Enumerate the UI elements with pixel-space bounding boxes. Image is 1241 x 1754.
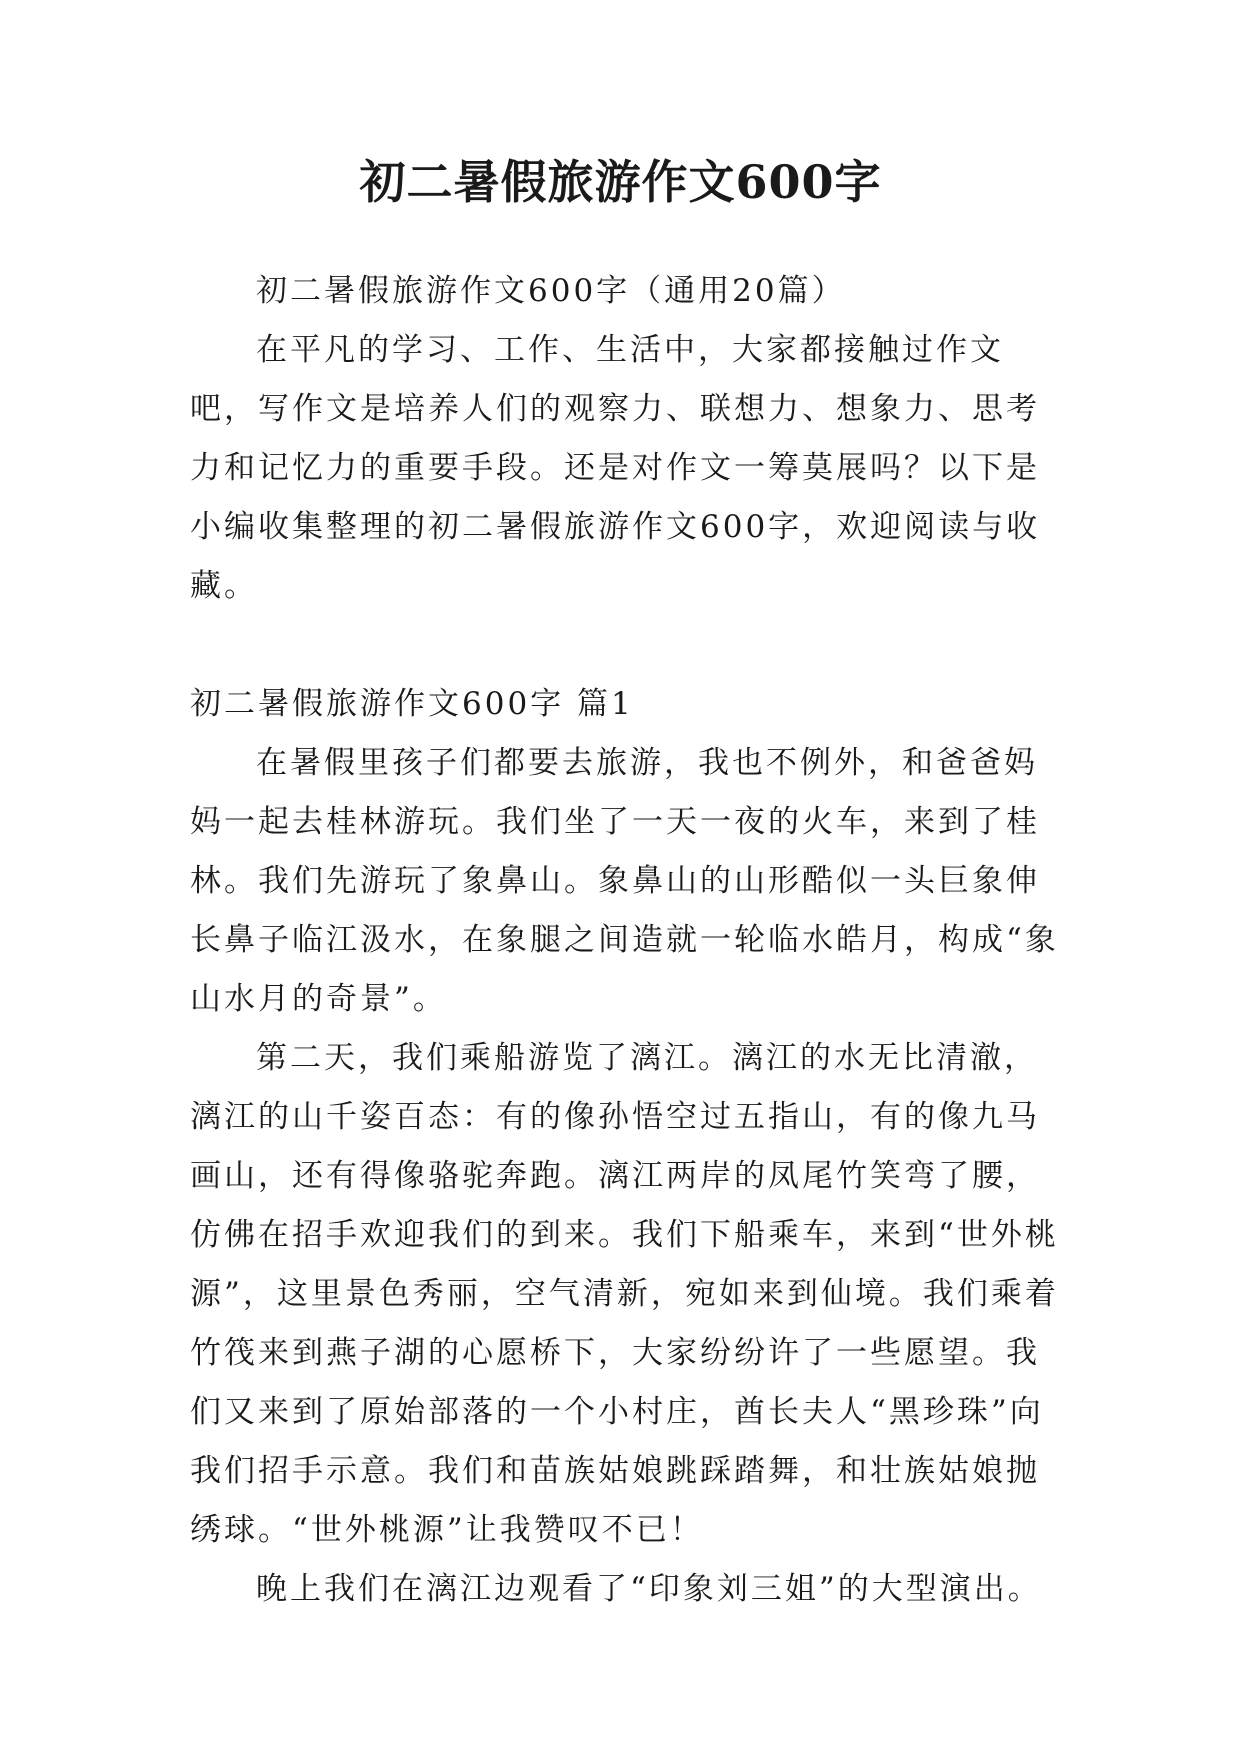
document-subtitle: 初二暑假旅游作文600字（通用20篇）: [256, 273, 846, 309]
section-paragraph-1: 在暑假里孩子们都要去旅游，我也不例外，和爸爸妈妈一起去桂林游玩。我们坐了一天一夜的火车，来到了桂林。我们先游玩了象鼻山。象鼻山的山形酷似一头巨象伸长鼻子临江汲水，在象腿之间造就一轮临水皓月，构成“象山水月的奇景”。: [190, 745, 1059, 1017]
intro-paragraph: 在平凡的学习、工作、生活中，大家都接触过作文吧，写作文是培养人们的观察力、联想力、想象力、思考力和记忆力的重要手段。还是对作文一筹莫展吗？以下是小编收集整理的初二暑假旅游作文600字，欢迎阅读与收藏。: [190, 332, 1041, 604]
document-title: 初二暑假旅游作文600字: [359, 155, 882, 209]
section-paragraph-2: 第二天，我们乘船游览了漓江。漓江的水无比清澈，漓江的山千姿百态：有的像孙悟空过五指山，有的像九马画山，还有得像骆驼奔跑。漓江两岸的凤尾竹笑弯了腰，仿佛在招手欢迎我们的到来。我们下船乘车，来到“世外桃源”，这里景色秀丽，空气清新，宛如来到仙境。我们乘着竹筏来到燕子湖的心愿桥下，大家纷纷许了一些愿望。我们又来到了原始部落的一个小村庄，酋长夫人“黑珍珠”向我们招手示意。我们和苗族姑娘跳踩踏舞，和壮族姑娘抛绣球。“世外桃源”让我赞叹不已！: [190, 1040, 1059, 1548]
section-paragraph-3: 晚上我们在漓江边观看了“印象刘三姐”的大型演出。: [256, 1571, 1042, 1607]
section-heading: 初二暑假旅游作文600字 篇1: [190, 686, 634, 722]
document-body: [190, 262, 1070, 1619]
